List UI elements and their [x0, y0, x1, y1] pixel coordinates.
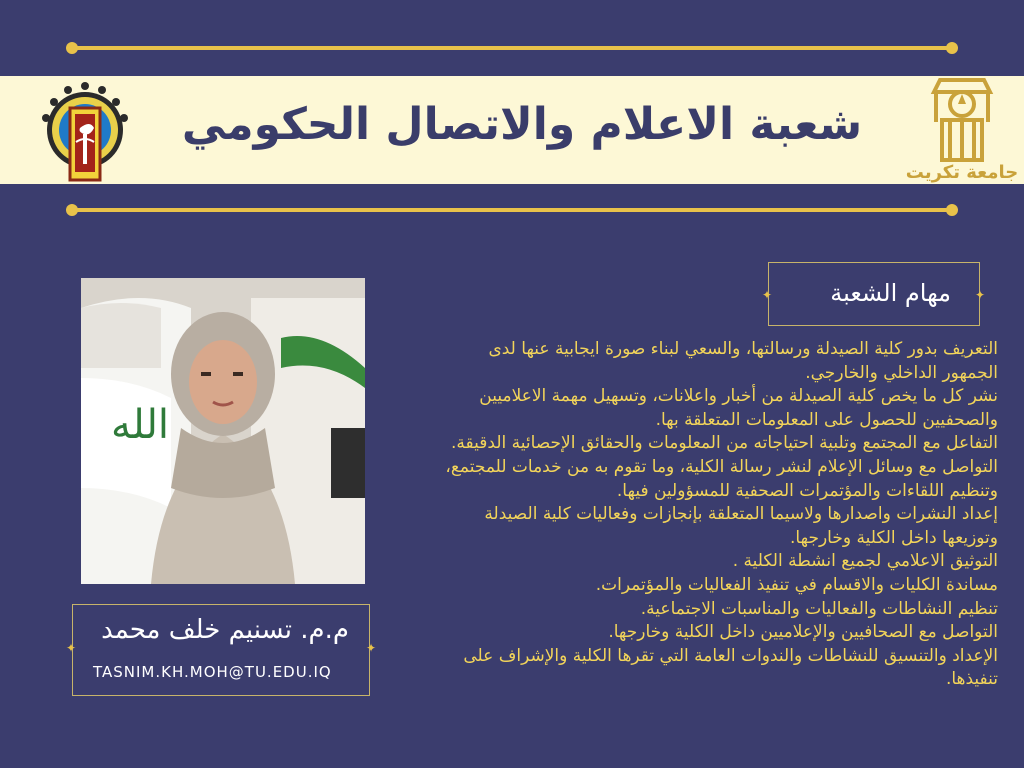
duty-line: والصحفيين للحصول على المعلومات المتعلقة بها.	[655, 409, 998, 430]
top-gold-rule	[72, 46, 952, 50]
duty-line: الجمهور الداخلي والخارجي.	[805, 362, 998, 383]
duty-line: نشر كل ما يخص كلية الصيدلة من أخبار واعلانات، وتسهيل مهمة الاعلاميين	[479, 386, 998, 407]
duty-line: وتوزيعها داخل الكلية وخارجها.	[790, 527, 998, 548]
duty-line: التواصل مع وسائل الإعلام لنشر رسالة الكلية، وما تقوم به من خدمات للمجتمع،	[445, 456, 998, 477]
person-name: م.م. تسنيم خلف محمد	[101, 615, 349, 645]
duty-line: وتنظيم اللقاءات والمؤتمرات الصحفية للمسؤولين فيها.	[616, 480, 998, 501]
duty-line: إعداد النشرات واصدارها ولاسيما المتعلقة بإنجازات وفعاليات كلية الصيدلة	[484, 504, 998, 525]
duties-list	[358, 338, 998, 692]
portrait-photo	[81, 278, 365, 584]
bottom-gold-rule	[72, 208, 952, 212]
tasks-heading: مهام الشعبة	[830, 279, 951, 307]
sparkle-icon: ✦	[975, 288, 986, 302]
sparkle-icon: ✦	[366, 641, 377, 655]
duty-line: مساندة الكليات والاقسام في تنفيذ الفعاليات والمؤتمرات.	[595, 574, 998, 595]
university-logo-text: جامعة تكريت	[905, 162, 1019, 183]
title-banner	[0, 76, 1024, 184]
duty-line: التواصل مع الصحافيين والإعلاميين داخل الكلية وخارجها.	[608, 622, 998, 643]
duty-line: تنفيذها.	[945, 669, 998, 690]
svg-text:الله: الله	[111, 402, 169, 448]
duty-line: تنظيم النشاطات والفعاليات والمناسبات الاجتماعية.	[640, 598, 998, 619]
sparkle-icon: ✦	[66, 641, 77, 655]
tasks-heading-box	[768, 262, 980, 326]
tikrit-university-logo-icon	[905, 74, 1019, 184]
page-title: شعبة الاعلام والاتصال الحكومي	[181, 99, 863, 150]
sparkle-icon: ✦	[762, 288, 773, 302]
profile-card	[72, 604, 370, 696]
duty-line: الإعداد والتنسيق للنشاطات والندوات العامة التي تقرها الكلية والإشراف على	[463, 645, 998, 666]
duty-line: التفاعل مع المجتمع وتلبية احتياجاته من المعلومات والحقائق الإحصائية الدقيقة.	[451, 433, 998, 454]
pharmacy-college-logo-icon	[40, 78, 130, 182]
duty-line: التعريف بدور كلية الصيدلة ورسالتها، والسعي لبناء صورة ايجابية عنها لدى	[488, 339, 998, 359]
person-email: TASNIM.KH.MOH@TU.EDU.IQ	[93, 663, 332, 681]
duty-line: التوثيق الاعلامي لجميع انشطة الكلية .	[732, 551, 998, 572]
